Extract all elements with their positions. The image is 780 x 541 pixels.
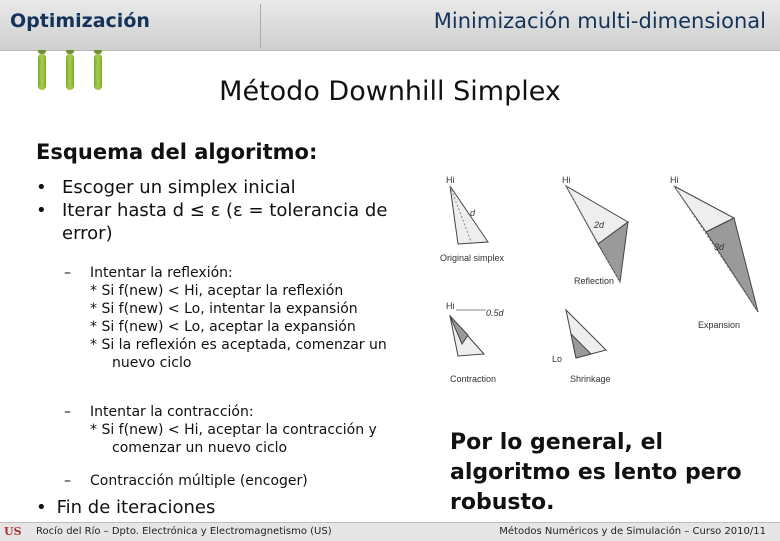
- label-d: d: [470, 208, 476, 218]
- contraction-diagram: [446, 301, 505, 384]
- conclusion-text: Por lo general, el algoritmo es lento pero robusto.: [450, 430, 742, 515]
- dash-marker: –: [64, 265, 71, 281]
- main-bullet-list: [36, 176, 416, 245]
- label-3d: 3d: [714, 242, 725, 252]
- label-2d: 2d: [594, 220, 605, 230]
- label-hi: Hi: [446, 301, 455, 311]
- rule-line: * Si f(new) < Hi, aceptar la reflexión: [90, 283, 344, 299]
- bullet-item: • Iterar hasta d ≤ ε (ε = tolerancia de error): [36, 199, 416, 245]
- label-hi: Hi: [562, 175, 571, 185]
- final-bullet-text: Fin de iteraciones: [56, 497, 216, 518]
- header-divider: [260, 4, 261, 48]
- sub-item-label: Intentar la reflexión:: [90, 265, 233, 281]
- rule-line-continued: nuevo ciclo: [112, 355, 192, 371]
- sub-item-label: Intentar la contracción:: [90, 404, 254, 420]
- original-simplex-diagram: [440, 175, 505, 263]
- label-shrinkage: Shrinkage: [570, 374, 611, 384]
- footer-course: Métodos Numéricos y de Simulación – Curso 2010/11: [499, 526, 766, 537]
- shrinkage-diagram: [552, 310, 611, 384]
- slide-title: Método Downhill Simplex: [219, 76, 561, 107]
- slide-footer: [0, 522, 780, 541]
- reflection-diagram: [562, 175, 628, 286]
- rule-line: * Si f(new) < Hi, aceptar la contracción y: [90, 422, 377, 438]
- expansion-diagram: [670, 175, 758, 330]
- label-original: Original simplex: [440, 253, 505, 263]
- sub-item-reflection: [64, 264, 404, 372]
- rule-line: * Si f(new) < Lo, intentar la expansión: [90, 301, 358, 317]
- label-hi: Hi: [670, 175, 679, 185]
- rule-line-continued: comenzar un nuevo ciclo: [112, 440, 288, 456]
- dash-marker: –: [64, 473, 71, 489]
- dash-marker: –: [64, 404, 71, 420]
- rule-line: * Si f(new) < Lo, aceptar la expansión: [90, 319, 356, 335]
- slide-header: [0, 0, 780, 51]
- simplex-operations-figure: [436, 172, 766, 394]
- rule-line: * Si la reflexión es aceptada, comenzar un: [90, 337, 387, 353]
- section-title: Optimización: [10, 10, 150, 32]
- sub-item-shrink: [64, 472, 404, 490]
- header-left-panel: [0, 0, 260, 50]
- university-logo: US: [4, 525, 22, 538]
- sub-item-label: Contracción múltiple (encoger): [90, 473, 308, 489]
- label-expansion: Expansion: [698, 320, 741, 330]
- label-contraction: Contraction: [450, 374, 497, 384]
- final-bullet: • Fin de iteraciones: [36, 497, 216, 518]
- footer-author: Rocío del Río – Dpto. Electrónica y Electromagnetismo (US): [36, 526, 332, 537]
- section-heading: Esquema del algoritmo:: [36, 140, 318, 164]
- bullet-item: • Escoger un simplex inicial: [36, 176, 416, 199]
- label-hi: Hi: [446, 175, 455, 185]
- sub-item-contraction: [64, 403, 404, 457]
- topic-title: Minimización multi-dimensional: [433, 9, 766, 33]
- label-reflection: Reflection: [574, 276, 615, 286]
- label-05d: 0.5d: [486, 308, 504, 318]
- label-lo: Lo: [552, 354, 563, 364]
